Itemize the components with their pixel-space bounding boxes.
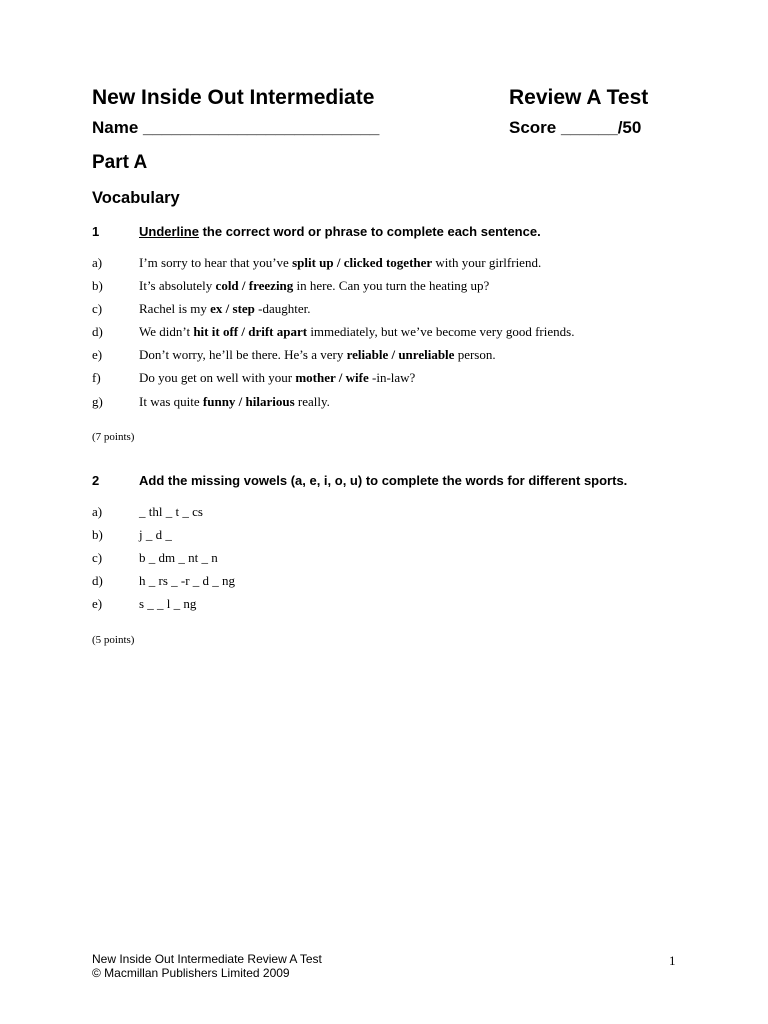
item-options[interactable]: reliable / unreliable bbox=[346, 347, 455, 362]
q1-number: 1 bbox=[92, 224, 100, 239]
score-field-label: Score ______/50 bbox=[509, 118, 642, 137]
list-item bbox=[92, 527, 492, 545]
item-text bbox=[139, 347, 496, 363]
list-item bbox=[92, 394, 712, 412]
part-heading: Part A bbox=[92, 152, 148, 173]
item-label: c) bbox=[92, 550, 103, 565]
list-item bbox=[92, 596, 492, 614]
item-label: f) bbox=[92, 370, 101, 385]
item-label: e) bbox=[92, 596, 103, 611]
item-label: d) bbox=[92, 324, 103, 339]
item-text bbox=[139, 394, 330, 410]
item-options[interactable]: hit it off / drift apart bbox=[193, 324, 308, 339]
item-text-pre: Do you get on well with your bbox=[139, 370, 296, 385]
item-options[interactable]: cold / freezing bbox=[215, 278, 294, 293]
item-text-pre: It was quite bbox=[139, 394, 203, 409]
item-text bbox=[139, 324, 574, 340]
item-options[interactable]: split up / clicked together bbox=[292, 255, 433, 270]
item-text-post: -daughter. bbox=[254, 301, 311, 316]
list-item bbox=[92, 347, 712, 365]
item-text-pre: Don’t worry, he’ll be there. He’s a very bbox=[139, 347, 347, 362]
q2-number: 2 bbox=[92, 473, 100, 488]
q1-instruction-rest: the correct word or phrase to complete each sentence. bbox=[198, 224, 541, 239]
item-text-pre: Rachel is my bbox=[139, 301, 211, 316]
document-title: New Inside Out Intermediate bbox=[92, 86, 375, 109]
item-label: a) bbox=[92, 255, 103, 270]
item-text-post: really. bbox=[294, 394, 330, 409]
item-options[interactable]: funny / hilarious bbox=[202, 394, 295, 409]
list-item bbox=[92, 573, 492, 591]
list-item bbox=[92, 255, 712, 273]
q2-points: (5 points) bbox=[92, 634, 135, 646]
item-text-pre: I’m sorry to hear that you’ve bbox=[139, 255, 293, 270]
list-item bbox=[92, 504, 492, 522]
footer-title: New Inside Out Intermediate Review A Test bbox=[92, 952, 322, 966]
item-label: b) bbox=[92, 527, 103, 542]
q1-instruction bbox=[139, 224, 541, 239]
item-options[interactable]: ex / step bbox=[210, 301, 255, 316]
item-word-blank[interactable]: j _ d _ bbox=[139, 527, 172, 542]
item-label: e) bbox=[92, 347, 103, 362]
item-word-blank[interactable]: b _ dm _ nt _ n bbox=[139, 550, 218, 565]
item-text-pre: It’s absolutely bbox=[139, 278, 216, 293]
item-text bbox=[139, 370, 415, 386]
footer-text bbox=[92, 952, 322, 980]
section-heading: Vocabulary bbox=[92, 189, 180, 207]
item-word-blank[interactable]: _ thl _ t _ cs bbox=[139, 504, 203, 519]
name-field-label: Name _________________________ bbox=[92, 118, 380, 137]
list-item bbox=[92, 301, 712, 319]
list-item bbox=[92, 324, 712, 342]
item-label: b) bbox=[92, 278, 103, 293]
item-label: d) bbox=[92, 573, 103, 588]
item-text bbox=[139, 301, 311, 317]
q1-instruction-underlined: Underline bbox=[139, 224, 199, 239]
item-label: a) bbox=[92, 504, 103, 519]
item-text-post: with your girlfriend. bbox=[432, 255, 542, 270]
item-label: c) bbox=[92, 301, 103, 316]
item-text-post: person. bbox=[454, 347, 496, 362]
item-text-pre: We didn’t bbox=[139, 324, 194, 339]
item-word-blank[interactable]: s _ _ l _ ng bbox=[139, 596, 197, 611]
list-item bbox=[92, 550, 492, 568]
page-number: 1 bbox=[669, 953, 676, 968]
q2-instruction: Add the missing vowels (a, e, i, o, u) to complete the words for different sports. bbox=[139, 473, 628, 488]
item-text bbox=[139, 255, 541, 271]
item-text-post: immediately, but we’ve become very good friends. bbox=[307, 324, 575, 339]
list-item bbox=[92, 370, 712, 388]
test-name: Review A Test bbox=[509, 86, 649, 109]
item-text bbox=[139, 278, 489, 294]
item-label: g) bbox=[92, 394, 103, 409]
item-options[interactable]: mother / wife bbox=[295, 370, 369, 385]
item-text-post: -in-law? bbox=[368, 370, 416, 385]
q1-points: (7 points) bbox=[92, 431, 135, 443]
list-item bbox=[92, 278, 712, 296]
item-text-post: in here. Can you turn the heating up? bbox=[293, 278, 490, 293]
footer-copyright: © Macmillan Publishers Limited 2009 bbox=[92, 966, 290, 980]
item-word-blank[interactable]: h _ rs _ -r _ d _ ng bbox=[139, 573, 236, 588]
